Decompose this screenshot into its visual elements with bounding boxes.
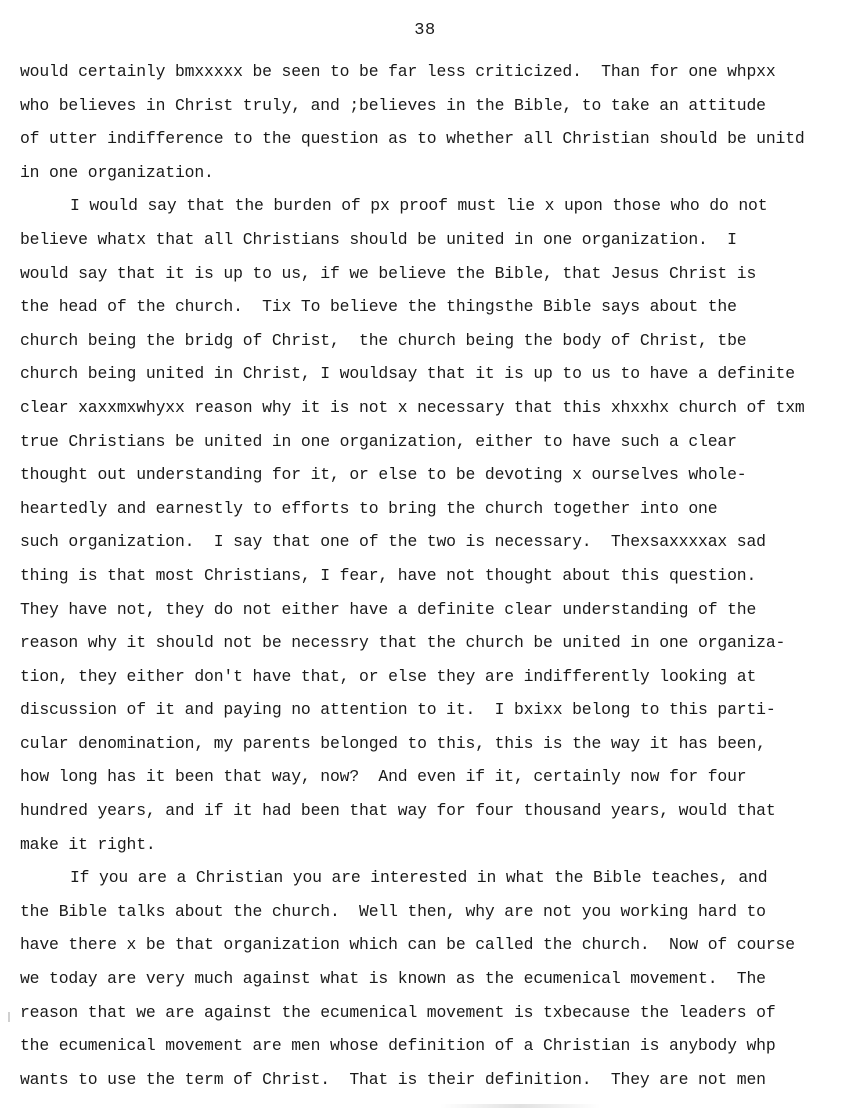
- text-line: the ecumenical movement are men whose definition of a Christian is anybody whp: [20, 1036, 776, 1056]
- text-line: thing is that most Christians, I fear, have not thought about this question.: [20, 565, 757, 585]
- margin-mark: [8, 1012, 10, 1022]
- text-line: tion, they either don't have that, or else they are indifferently looking at: [20, 666, 757, 686]
- text-line: reason that we are against the ecumenical movement is txbecause the leaders of: [20, 1002, 776, 1022]
- text-line: have there x be that organization which can be called the church. Now of course: [20, 935, 795, 955]
- text-line: the Bible talks about the church. Well then, why are not you working hard to: [20, 901, 766, 921]
- text-line: make it right.: [20, 834, 156, 854]
- text-line: heartedly and earnestly to efforts to bring the church together into one: [20, 498, 718, 518]
- text-line: we today are very much against what is known as the ecumenical movement. The: [20, 969, 766, 989]
- text-line: who believes in Christ truly, and ;believes in the Bible, to take an attitude: [20, 95, 766, 115]
- text-line: reason why it should not be necessry that the church be united in one organiza-: [20, 633, 786, 653]
- text-line: thought out understanding for it, or else to be devoting x ourselves whole-: [20, 465, 747, 485]
- text-line: would certainly bmxxxxx be seen to be far less criticized. Than for one whpxx: [20, 62, 776, 81]
- text-line: discussion of it and paying no attention to it. I bxixx belong to this parti-: [20, 700, 776, 720]
- body-text: [20, 55, 842, 1096]
- page-number: 38: [414, 21, 436, 40]
- paragraph-start-line: If you are a Christian you are interested in what the Bible teaches, and: [70, 868, 768, 888]
- text-line: wants to use the term of Christ. That is their definition. They are not men: [20, 1069, 766, 1089]
- text-line: church being united in Christ, I wouldsay that it is up to us to have a definite: [20, 364, 795, 384]
- text-line: the head of the church. Tix To believe the thingsthe Bible says about the: [20, 297, 737, 317]
- text-line: believe whatx that all Christians should be united in one organization. I: [20, 229, 737, 249]
- text-line: would say that it is up to us, if we believe the Bible, that Jesus Christ is: [20, 263, 757, 283]
- text-line: of utter indifference to the question as to whether all Christian should be unitd: [20, 129, 805, 149]
- text-line: hundred years, and if it had been that way for four thousand years, would that: [20, 801, 776, 821]
- scan-smudge: [440, 1104, 600, 1108]
- text-line: They have not, they do not either have a definite clear understanding of the: [20, 599, 757, 619]
- paragraph-start-line: I would say that the burden of px proof must lie x upon those who do not: [70, 196, 768, 216]
- text-line: cular denomination, my parents belonged to this, this is the way it has been,: [20, 733, 766, 753]
- text-line: clear xaxxmxwhyxx reason why it is not x necessary that this xhxxhx church of txm: [20, 397, 805, 417]
- text-line: church being the bridg of Christ, the church being the body of Christ, tbe: [20, 330, 747, 350]
- text-line: in one organization.: [20, 162, 214, 182]
- text-line: true Christians be united in one organization, either to have such a clear: [20, 431, 737, 451]
- text-line: such organization. I say that one of the two is necessary. Thexsaxxxxax sad: [20, 532, 766, 552]
- text-line: how long has it been that way, now? And even if it, certainly now for four: [20, 767, 747, 787]
